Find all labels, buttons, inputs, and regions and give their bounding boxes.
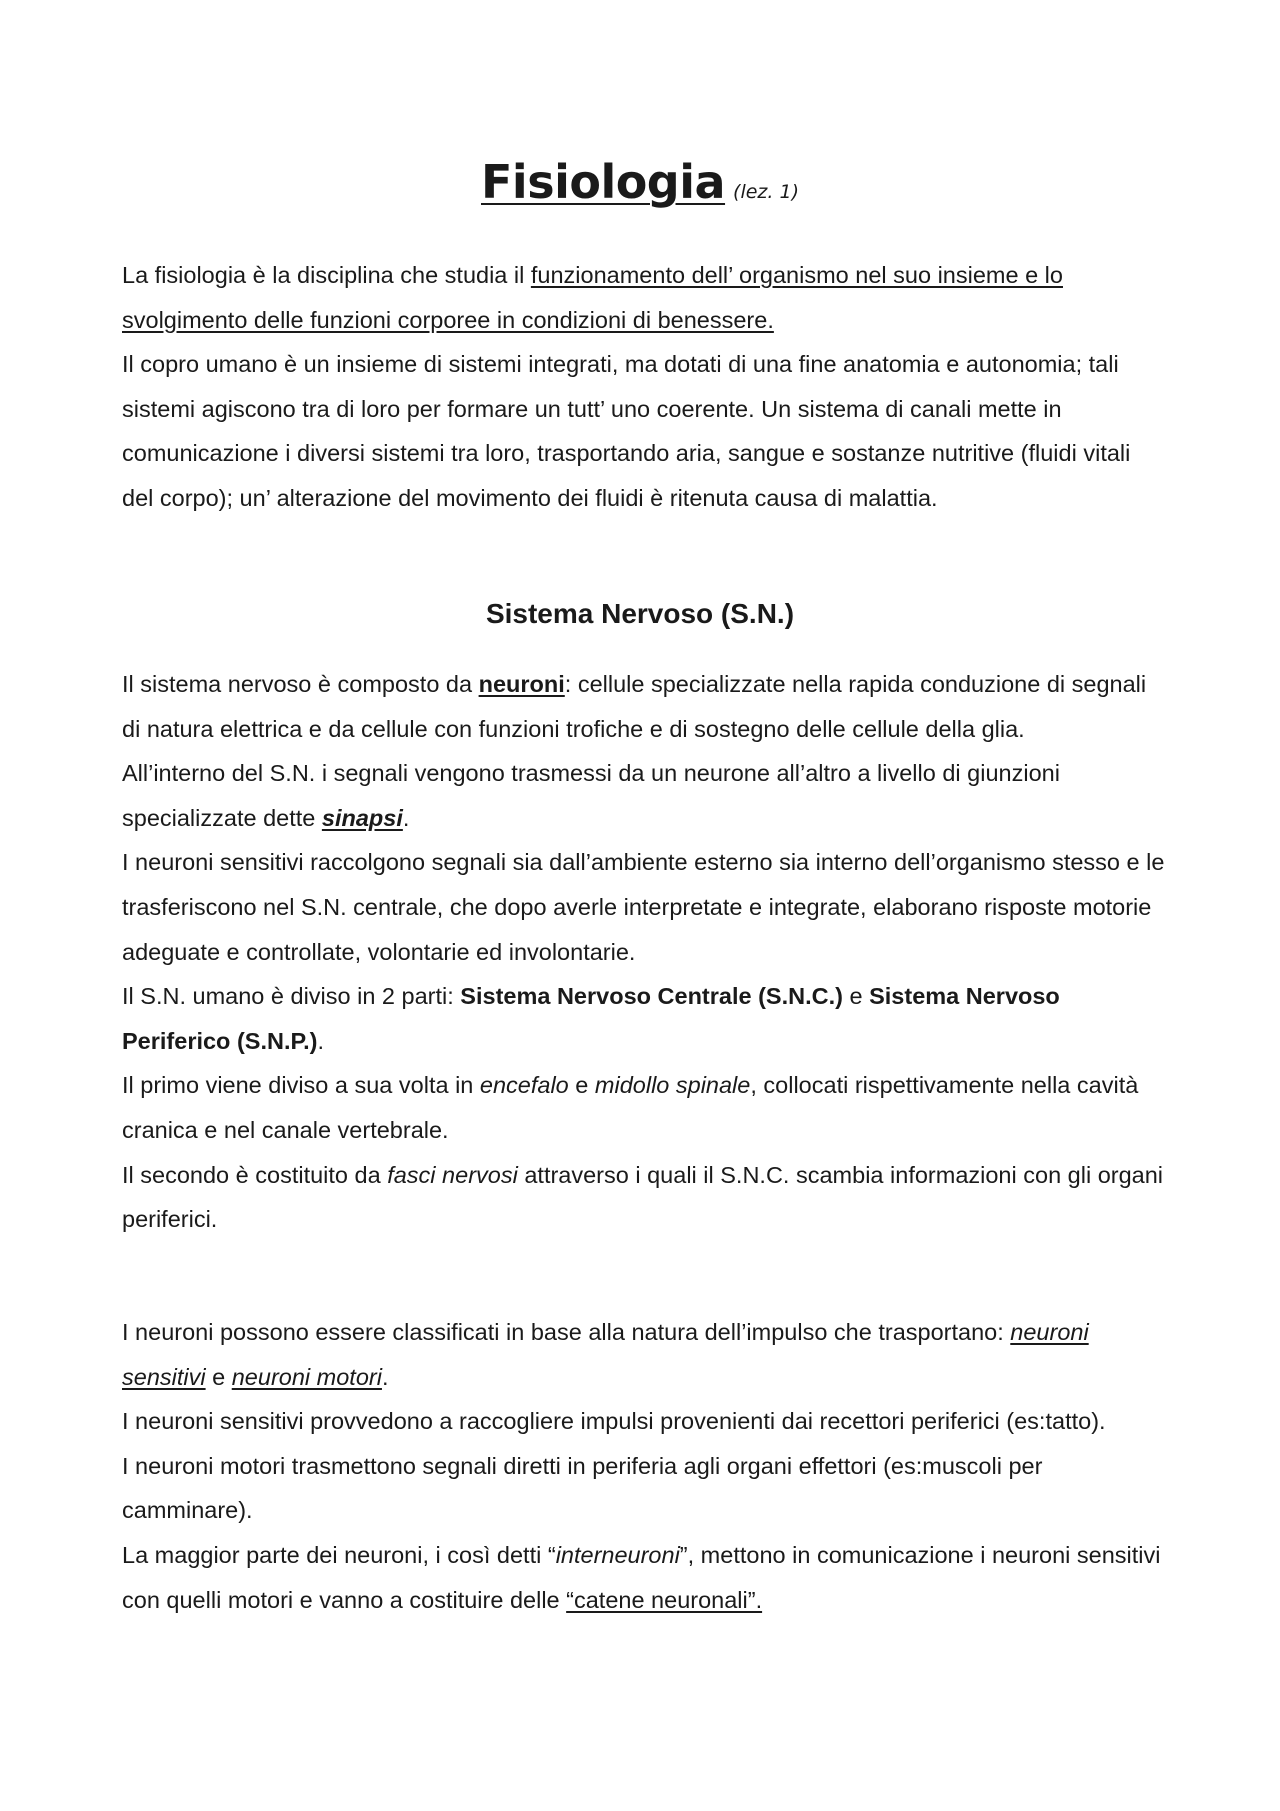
term-midollo-spinale: midollo spinale xyxy=(594,1072,751,1099)
term-snp: Sistema Nervoso Periferico (S.N.P.) xyxy=(122,983,1060,1054)
neuroni-paragraph-interneuroni xyxy=(122,1533,1167,1622)
sn-text: Il secondo è costituito da xyxy=(122,1161,388,1188)
sistema-nervoso-section xyxy=(122,662,1167,1242)
sn-paragraph-sensitivi: I neuroni sensitivi raccolgono segnali sia dall’ambiente esterno sia interno dell’organismo stesso e le trasferiscono nel S.N. centrale, che dopo averle interpretate e integrate, elaborano risposte motorie adeguate e controllate, volontarie ed involontarie. xyxy=(122,849,1165,965)
sn-paragraph-neuroni xyxy=(122,662,1167,751)
neuroni-paragraph-sensitivi: I neuroni sensitivi provvedono a raccogliere impulsi provenienti dai recettori periferici (es:tatto). xyxy=(122,1408,1106,1435)
neuroni-paragraph-classificazione xyxy=(122,1310,1167,1399)
sn-paragraph-parti xyxy=(122,974,1167,1063)
term-sinapsi: sinapsi xyxy=(321,804,403,831)
sn-text: : cellule specializzate nella rapida conduzione di segnali di natura elettrica e da cellule con funzioni trofiche e di sostegno delle cellule della glia. xyxy=(122,671,1147,742)
term-fasci-nervosi: fasci nervosi xyxy=(387,1161,518,1188)
neuroni-text: La maggior parte dei neuroni, i così detti “ xyxy=(122,1541,556,1568)
neuroni-text: e xyxy=(205,1363,232,1390)
document-title-row xyxy=(0,155,1280,209)
neuroni-paragraph-motori: I neuroni motori trasmettono segnali diretti in periferia agli organi effettori (es:muscoli per camminare). xyxy=(122,1452,1043,1524)
section-heading-sistema-nervoso: Sistema Nervoso (S.N.) xyxy=(485,598,795,629)
sn-paragraph-secondo xyxy=(122,1153,1167,1242)
intro-section xyxy=(122,253,1167,521)
lesson-label: (lez. 1) xyxy=(733,181,799,203)
sn-text: attraverso i quali il S.N.C. scambia informazioni con gli organi periferici. xyxy=(122,1161,1164,1233)
neuroni-text: I neuroni possono essere classificati in base alla natura dell’impulso che trasportano: xyxy=(122,1319,1011,1345)
term-encefalo: encefalo xyxy=(479,1072,569,1099)
term-neuroni-motori: neuroni motori xyxy=(231,1363,382,1390)
sn-text: , collocati rispettivamente nella cavità cranica e nel canale vertebrale. xyxy=(122,1072,1139,1143)
neuroni-text: ”, mettono in comunicazione i neuroni sensitivi con quelli motori e vanno a costituire delle xyxy=(122,1541,1161,1613)
term-snc: Sistema Nervoso Centrale (S.N.C.) xyxy=(460,983,843,1010)
intro-text: La fisiologia è la disciplina che studia il xyxy=(122,262,531,288)
neuroni-classification-section xyxy=(122,1310,1167,1622)
sn-text: All’interno del S.N. i segnali vengono trasmessi da un neurone all’altro a livello di giunzioni specializzate dette xyxy=(122,760,1060,831)
page-title: Fisiologia xyxy=(481,155,726,209)
term-neuroni: neuroni xyxy=(478,671,565,697)
sn-text: Il S.N. umano è diviso in 2 parti: xyxy=(122,983,461,1010)
definition-underlined: funzionamento dell’ organismo nel suo insieme e lo svolgimento delle funzioni corporee in condizioni di benessere. xyxy=(122,262,1063,333)
sn-paragraph-sinapsi xyxy=(122,751,1167,840)
term-catene-neuronali: “catene neuronali”. xyxy=(566,1586,763,1613)
term-neuroni-sensitivi: neuroni sensitivi xyxy=(122,1319,1089,1390)
sn-text: e xyxy=(842,983,870,1010)
term-interneuroni: interneuroni xyxy=(555,1541,680,1568)
sn-text: Il primo viene diviso a sua volta in xyxy=(122,1072,480,1099)
intro-paragraph-body: Il copro umano è un insieme di sistemi integrati, ma dotati di una fine anatomia e autonomia; tali sistemi agiscono tra di loro per formare un tutt’ uno coerente. Un sistema di canali mette in comunicazione i diversi sistemi tra loro, trasportando aria, sangue e sostanze nutritive (fluidi vitali del corpo); un’ alterazione del movimento dei fluidi è ritenuta causa di malattia. xyxy=(122,351,1131,511)
sn-text: Il sistema nervoso è composto da xyxy=(122,671,479,697)
sn-paragraph-primo xyxy=(122,1063,1167,1152)
sn-text: e xyxy=(568,1072,595,1099)
intro-paragraph-definition xyxy=(122,253,1167,342)
sn-text: . xyxy=(317,1027,325,1054)
neuroni-text: . xyxy=(381,1363,389,1390)
sn-text: . xyxy=(402,804,410,831)
